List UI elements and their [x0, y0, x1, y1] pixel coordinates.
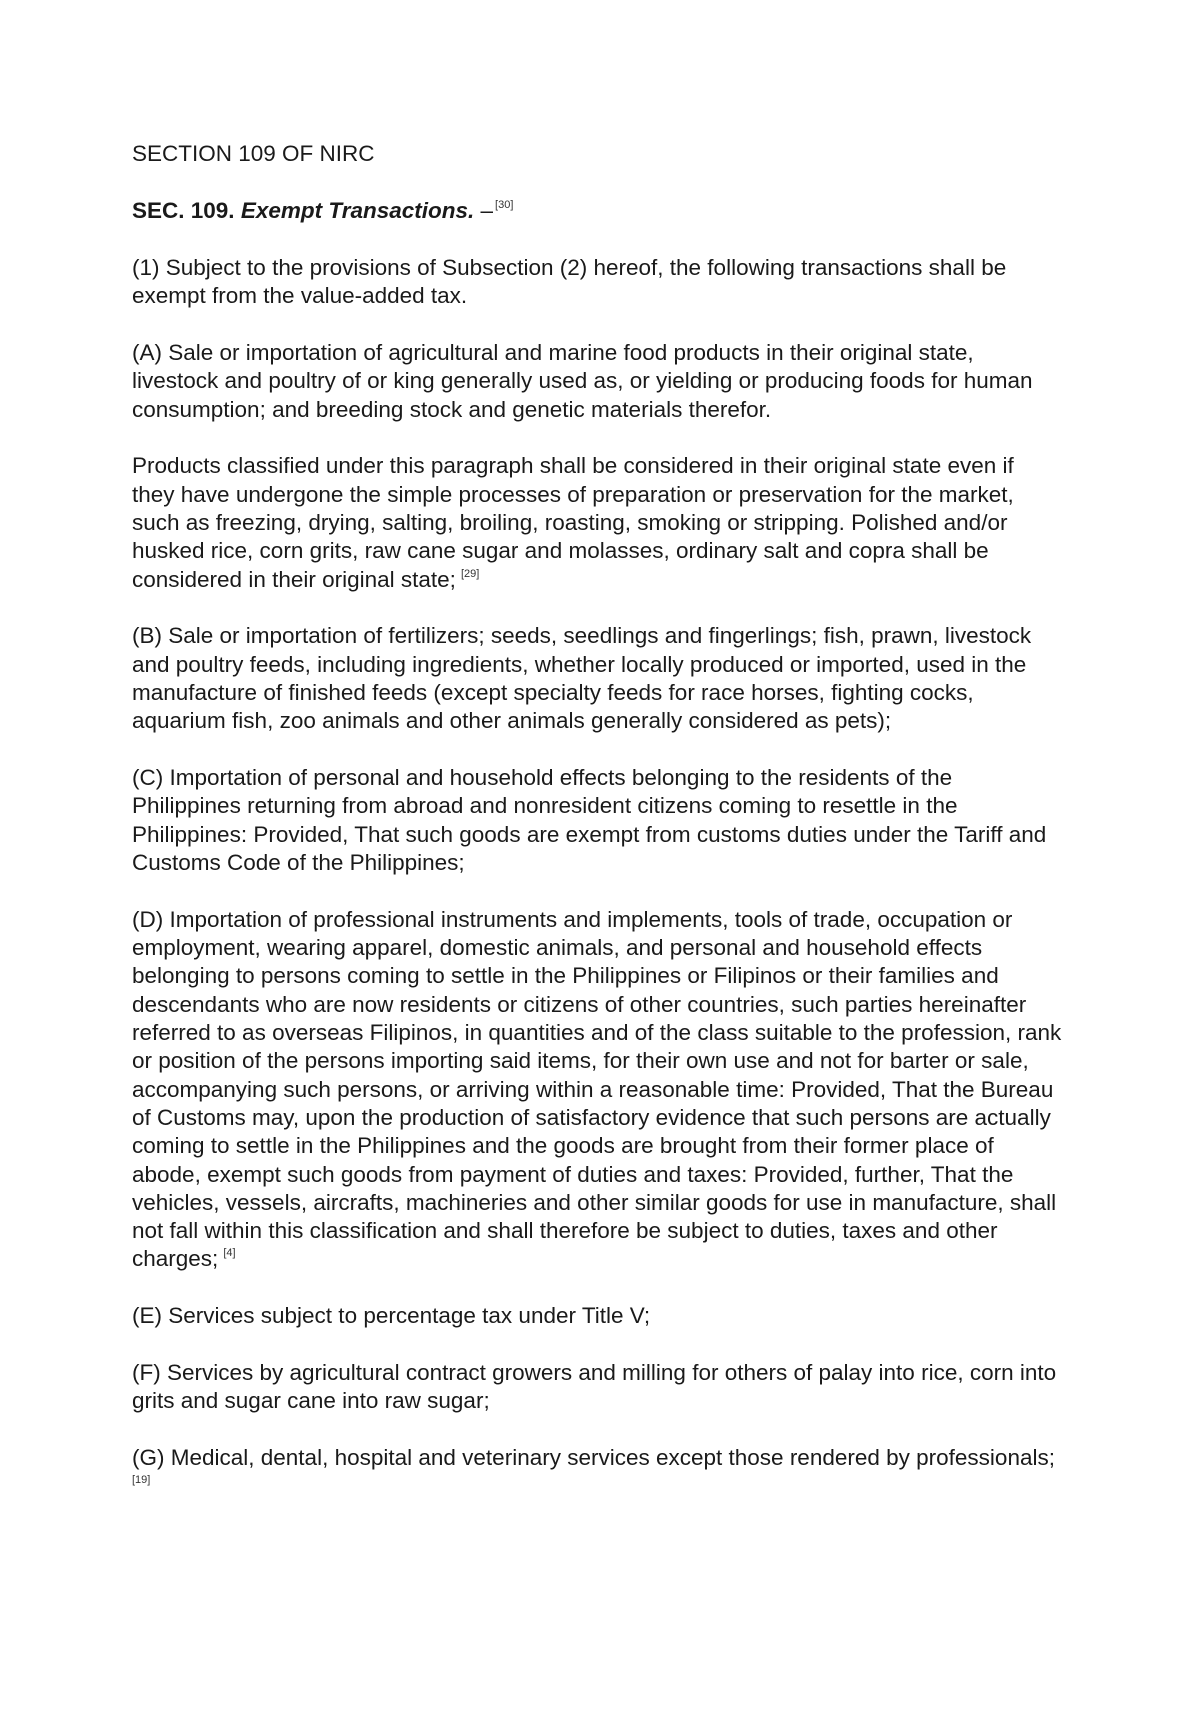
paragraph-e: [132, 1302, 1062, 1330]
paragraph-a: [132, 339, 1062, 424]
paragraph-text: (C) Importation of personal and household effects belonging to the residents of the Philippines returning from abroad and nonresident citizens coming to resettle in the Philippines: Provided, That such goods are exempt from customs duties under the Tariff and Customs Code of the Philippines;: [132, 765, 1047, 876]
footnote-link[interactable]: [30]: [495, 199, 514, 211]
section-heading: [132, 197, 1062, 225]
heading-dash: –: [480, 198, 494, 223]
paragraph-d: [132, 906, 1062, 1274]
footnote-link[interactable]: [29]: [457, 567, 480, 580]
footnote-link[interactable]: [19]: [132, 1474, 151, 1487]
paragraph-c: [132, 764, 1062, 877]
paragraph-text: (1) Subject to the provisions of Subsection (2) hereof, the following transactions shall be exempt from the value-added tax.: [132, 255, 1007, 309]
paragraph-text: (B) Sale or importation of fertilizers; seeds, seedlings and fingerlings; fish, prawn, livestock and poultry feeds, including ingredients, whether locally produced or imported, used in the manufacture of finished feeds (except specialty feeds for race horses, fighting cocks, aquarium fish, zoo animals and other animals generally considered as pets);: [132, 623, 1032, 734]
document-title: SECTION 109 OF NIRC: [132, 141, 375, 166]
paragraph-f: [132, 1359, 1062, 1416]
paragraph-text: (F) Services by agricultural contract growers and milling for others of palay into rice, corn into grits and sugar cane into raw sugar;: [132, 1360, 1057, 1414]
paragraph-1: [132, 254, 1062, 311]
paragraph-g: [132, 1444, 1062, 1501]
footnote-link[interactable]: [4]: [220, 1247, 236, 1260]
paragraph-text: (G) Medical, dental, hospital and veterinary services except those rendered by professionals;: [132, 1445, 1055, 1471]
section-caption: Exempt Transactions.: [240, 198, 475, 223]
paragraph-text: (A) Sale or importation of agricultural and marine food products in their original state, livestock and poultry of or king generally used as, or yielding or producing foods for human consumption; and breeding stock and genetic materials therefor.: [132, 340, 1033, 422]
paragraph-b: [132, 622, 1062, 735]
section-number: SEC. 109.: [132, 198, 235, 223]
paragraph-text: (E) Services subject to percentage tax under Title V;: [132, 1303, 651, 1329]
paragraph-a-products: [132, 452, 1062, 593]
paragraph-text: (D) Importation of professional instruments and implements, tools of trade, occupation or employment, wearing apparel, domestic animals, and personal and household effects belonging to persons coming to settle in the Philippines or Filipinos or their families and descendants who are now residents or citizens of other countries, such parties hereinafter referred to as overseas Filipinos, in quantities and of the class suitable to the profession, rank or position of the persons importing said items, for their own use and not for barter or sale, accompanying such persons, or arriving within a reasonable time: Provided, That the Bureau of Customs may, upon the production of satisfactory evidence that such persons are actually coming to settle in the Philippines and the goods are brought from their former place of abode, exempt such goods from payment of duties and taxes: Provided, further, That the vehicles, vessels, aircrafts, machineries and other similar goods for use in manufacture, shall not fall within this classification and shall therefore be subject to duties, taxes and other charges;: [132, 906, 1062, 1272]
paragraph-text: Products classified under this paragraph shall be considered in their original state even if they have undergone the simple processes of preparation or preservation for the market, such as freezing, drying, salting, broiling, roasting, smoking or stripping. Polished and/or husked rice, corn grits, raw cane sugar and molasses, ordinary salt and copra shall be considered in their original state;: [132, 453, 1014, 592]
document-page: [132, 140, 1062, 1529]
